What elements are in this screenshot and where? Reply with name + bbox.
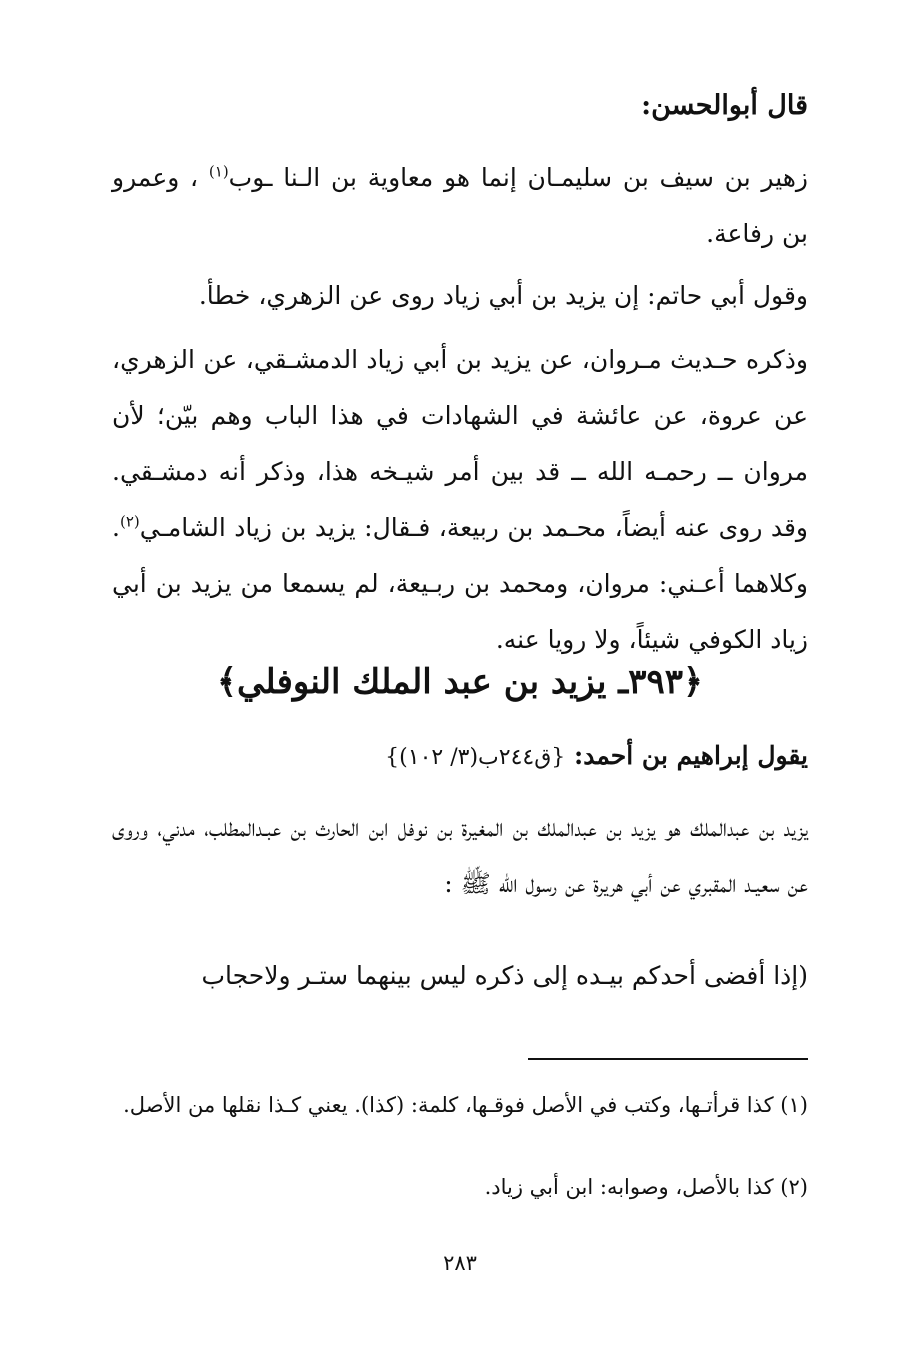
paragraph-abu-hatim: وقول أبي حاتم: إن يزيد بن أبي زياد روى عن الزهري، خطأ. <box>198 281 808 310</box>
label-ibrahim: يقول إبراهيم بن أحمد: <box>574 741 808 770</box>
page-number: ٢٨٣ <box>443 1251 477 1275</box>
section-heading: ﴿٣٩٣ـ يزيد بن عبد الملك النوفلي﴾ <box>217 662 703 702</box>
footnote-separator <box>528 1058 808 1060</box>
label-abu-alhasan: قال أبوالحسن: <box>641 90 808 121</box>
paragraph-marwan <box>112 332 808 668</box>
paragraph-zuhair-text: زهير بن سيف بن سليمـان إنما هو معاوية بن الـنا ـوب <box>228 163 808 192</box>
footnote-marker-1: (١) <box>208 162 229 181</box>
paragraph-zuhair-end: ، وعمرو بن رفاعة. <box>112 163 808 248</box>
footnote-2: (٢) كذا بالأصل، وصوابه: ابن أبي زياد. <box>484 1175 808 1199</box>
paragraph-yazid: يزيد بن عبدالملك هو يزيد بن عبدالملك بن المغيرة بن نوفل ابن الحارث بن عبـدالمطلب، مدني، وروى عن سعيـد المقبري عن أبي هريرة عن رسول الله ﷺ : <box>112 813 808 898</box>
paragraph-marwan-text: وذكره حـديث مـروان، عن يزيد بن أبي زياد الدمشـقي، عن الزهري، عن عروة، عن عائشة في الشهادات في هذا الباب وهم بيّن؛ لأن مروان ــ رحمـه الله ــ قد بين أمر شيـخه هذا، وذكر أنه دمشـقي. وقد روى عنه أيضاً، محـمد بن ربيعة، فـقال: يزيد بن زياد الشامـي <box>112 345 808 542</box>
paragraph-hadith: (إذا أفضى أحدكم بيـده إلى ذكره ليس بينهما ستـر ولاحجاب <box>201 961 808 990</box>
label-ibrahim-line <box>112 736 808 778</box>
footnote-1: (١) كذا قرأتـها، وكتب في الأصل فوقـها، كلمة: (كذا). يعني كـذا نقلها من الأصل. <box>123 1093 808 1117</box>
manuscript-reference: {ق٢٤٤ب(٣/ ١٠٢)} <box>385 745 566 770</box>
paragraph-marwan-end: . وكلاهما أعـني: مروان، ومحمد بن ربـيعة، لم يسمعا من يزيد بن أبي زياد الكوفي شيئاً، ولا رويا عنه. <box>112 513 808 654</box>
footnote-marker-2: (٢) <box>119 512 140 531</box>
paragraph-zuhair <box>112 150 808 262</box>
